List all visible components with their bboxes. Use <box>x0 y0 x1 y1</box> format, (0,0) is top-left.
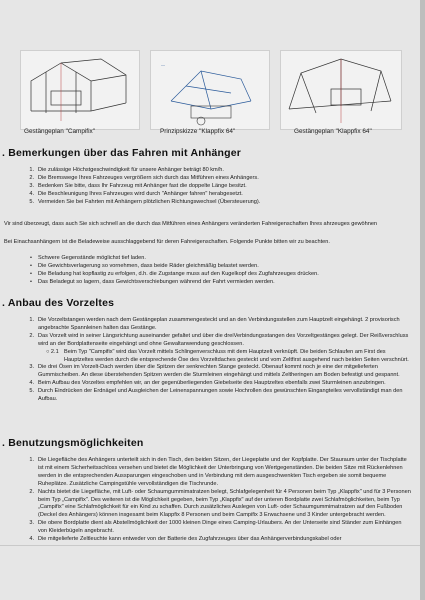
list-item: 2. Das Vorzelt wird in seiner Längsrichtung auseinander gefaltet und über die dreiVerbindungsstangen des Vorzeltgestänges gelegt. Der Reißverschluss wird an der Bordplattenseite eingehängt und ohne Gewaltanwendung geschlossen. <box>29 332 409 347</box>
list-item: 1. Die Vorzeltstangen werden nach dem Gestängeplan zusammengesteckt und an den Verbindungsstellen zum Hauptzelt eingehängt. 2 provisorisch angebrachte Spannleinen halten das Gestänge. <box>29 317 400 331</box>
list-item: 4. Die mitgelieferte Zeltleuchte kann entweder von der Batterie des Zugfahrzeuges über das Anhängerverbindungskabel oder <box>29 536 342 543</box>
list-item: 4. Die Beschleunigung Ihres Fahrzeuges wird durch "Anhänger fahren" herabgesetzt. <box>29 190 243 197</box>
numbered-list <box>22 317 412 404</box>
list-item: 4. Beim Aufbau des Vorzeltes empfehlen wir, an der gegenüberliegenden Giebelseite des Hauptzeltes ebenfalls zwei Sturmleinen anzubringen. <box>29 380 386 387</box>
figure-klappfix-plan <box>280 50 402 130</box>
bullet-list <box>22 255 412 287</box>
section-heading: . Bemerkungen über das Fahren mit Anhänger <box>2 147 242 159</box>
section-heading: . Anbau des Vorzeltes <box>2 297 115 309</box>
paragraph: Bei Einachsanhängern ist die Beladeweise ausschlaggebend für deren Fahreigenschaften. Folgende Punkte bitten wir zu beachten. <box>4 239 330 245</box>
list-item: • Das Beladegut so lagern, dass Gewichtsverschiebungen während der Fahrt vermieden werden. <box>30 278 275 285</box>
list-item: 3. Die obere Bordplatte dient als Abstellmöglichkeit der 1000 kleinen Dinge eines Camping-Urlaubers. An der Unterseite sind Ständer zum Einhängen von Kleiderbügeln angebracht. <box>29 520 402 535</box>
campifix-frame-drawing <box>21 51 139 129</box>
list-item: 1. Die zulässige Höchstgeschwindigkeit für unsere Anhänger beträgt 80 km/h. <box>29 167 224 173</box>
figure-campifix-plan <box>20 50 140 130</box>
list-item: • Die Gewichtsverlagerung so vornehmen, dass beide Räder gleichmäßig belastet werden. <box>30 262 259 269</box>
figure-klappfix-sketch <box>150 50 270 130</box>
figure-caption: Prinzipskizze "Klappfix 64" <box>160 128 236 135</box>
list-item: 2. Nachts bietet die Liegefläche, mit Luft- oder Schaumgummimatratzen belegt, Schlafgelegenheit für 4 Personen beim Typ „Klappfix" und für 3 Personen beim Typ „Campifix". Des weiteren ist die Möglichkeit gegeben, beim Typ „Klappfix" auf der unteren Bordplatte zwei Schlafmöglichkeiten, beim Typ „Campifix" eine Schlafmöglichkeit für ein Kind zu schaffen. Durch zusätzliches Auslegen von Luft- oder Schaumgummimatratzen auf den Fußboden (Deckel des Anhängers) können insgesamt beim Klappfix 8 Personen und beim Campifix 3 Erwachsene und 3 Kinder untergebracht werden. <box>29 488 411 519</box>
list-item: 5. Vermeiden Sie bei Fahrten mit Anhängern plötzlichen Richtungswechsel (Übersteuerung). <box>29 198 261 205</box>
list-item: • Schwere Gegenstände möglichst tief laden. <box>30 255 146 261</box>
list-item: 5. Durch Eindrücken der Erdnägel und Ausgleichen der Leinenspannungen sowie Hochrollen des gewünschten Eingangteiles vervollständigt man den Aufbau. <box>29 388 403 403</box>
list-item: 3. Bedenken Sie bitte, dass Ihr Fahrzeug mit Anhänger fast die doppelte Länge besitzt. <box>29 182 247 189</box>
klappfix-frame-drawing <box>281 51 401 129</box>
numbered-list <box>22 457 412 544</box>
scan-edge <box>420 0 425 600</box>
list-item: 2. Die Bremswege Ihres Fahrzeuges vergrößern sich durch das Mitführen eines Anhängers. <box>29 174 259 181</box>
paragraph: Vir sind überzeugt, dass auch Sie sich schnell an die durch das Mitführen eines Anhängers veränderten Fahreigenschaften Ihres ahrzeuges gewöhnen <box>4 221 378 227</box>
section-heading: . Benutzungsmöglichkeiten <box>2 437 144 449</box>
klappfix-sketch-drawing <box>151 51 269 129</box>
page-edge-line <box>0 545 420 546</box>
list-item: • Die Beladung hat kopflastig zu erfolgen, d.h. die Zugstange muss auf den Kugelkopf des Zugfahrzeuges drücken. <box>30 270 319 277</box>
list-item: 3. Die drei Ösen im Vorzelt-Dach werden über die Spitzen der senkrechten Stange gesteckt. Obenauf kommt noch je eine der mitgelieferten Gummischeiben. An diese überstehenden Spitzen werden die Sturmleinen eingehängt und mittels Zeltheringen am Boden befestigt und gespannt. <box>29 364 400 379</box>
sub-list-item: ○ 2.1 Beim Typ "Campifix" wird das Vorzelt mittels Schlingenverschluss mit dem Hauptzelt verknüpft. Die beiden Schlaufen am First des Hauptzeltes werden durch die entsprechende Öse des Vorzeltdaches gesteckt und vom Zeltfirst ausgehend nach beiden Seiten verschnürt. <box>46 348 409 363</box>
figure-caption: Gestängeplan "Campifix" <box>24 128 95 135</box>
figure-row <box>12 50 412 140</box>
numbered-list <box>22 167 412 207</box>
list-item: 1. Die Liegefläche des Anhängers unterteilt sich in den Tisch, den beiden Sitzen, der Liegeplatte und der Kopfplatte. Der Stauraum unter der Tischplatte ist mit einem Sicherheitsschloss versehen und bietet die Möglichkeit der Unterbringung von Wertgegenständen. Die beiden Sitze mit Rückenlehnen werden in die entsprechenden Aussparungen eingeschoben und in Verbindung mit dem ausgeschwenkten Tisch ergeben sie somit bequeme Ruheplätze. Zusätzliche Campingstühle vervollständigen die Tischrunde. <box>29 457 407 487</box>
svg-text:—: — <box>161 62 165 67</box>
figure-caption: Gestängeplan "Klappfix 64" <box>294 128 372 135</box>
